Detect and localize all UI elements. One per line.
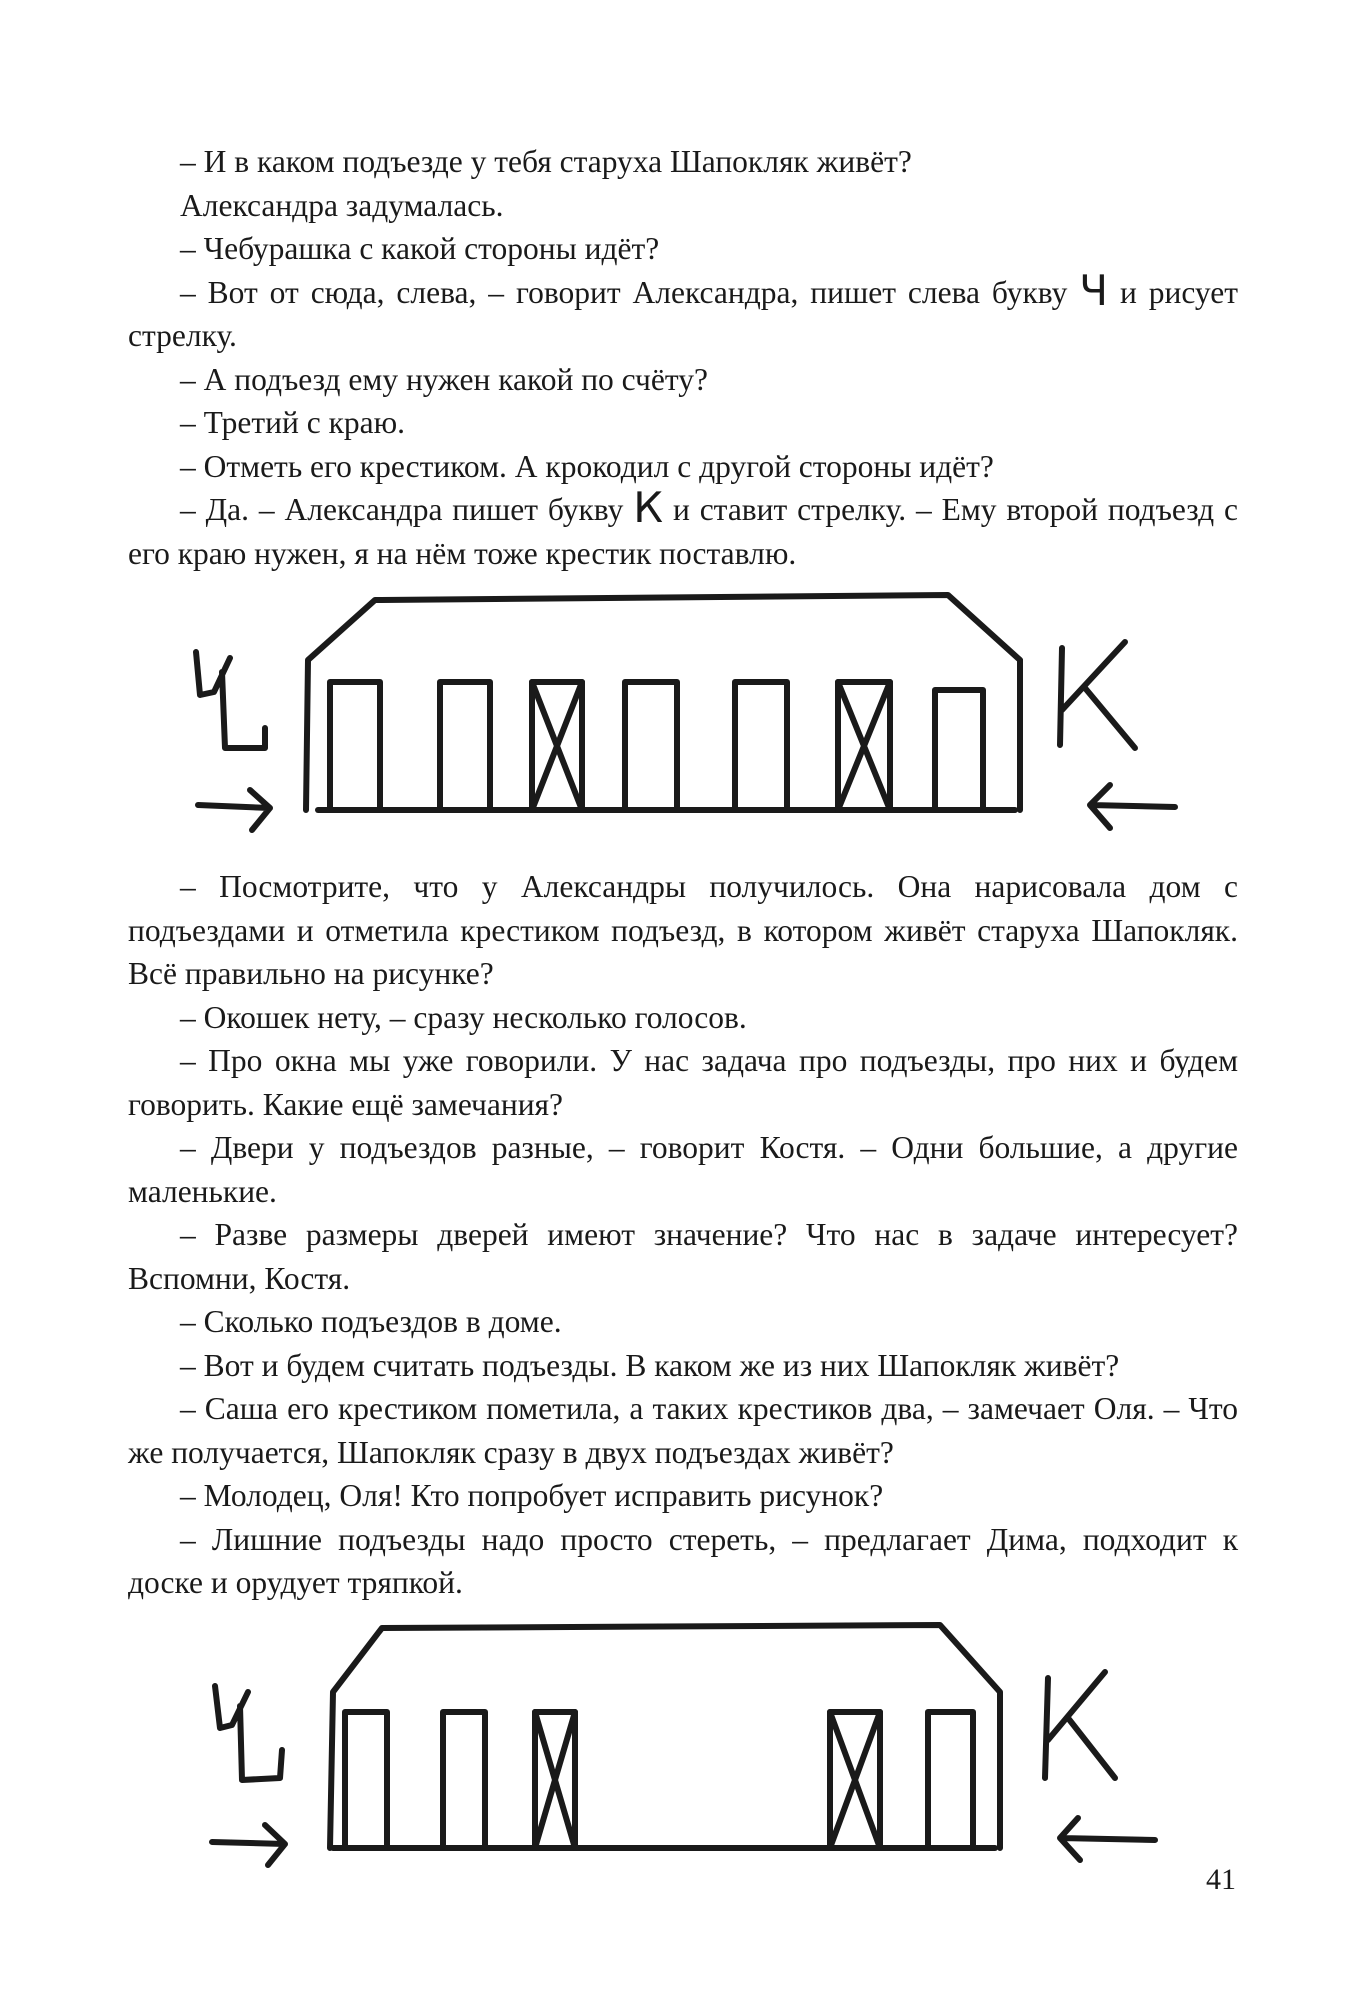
paragraph: – Лишние подъезды надо просто стереть, – предлагает Дима, подходит к доске и орудует тряпкой. (128, 1521, 1238, 1600)
house-outline (306, 595, 1020, 810)
cheburashka-letter-drawing (215, 1686, 282, 1780)
paragraph: – Окошек нету, – сразу несколько голосов. (180, 999, 747, 1035)
paragraph: – Разве размеры дверей имеют значение? Что нас в задаче интересует? Вспомни, Костя. (128, 1217, 1238, 1296)
paragraph: – Саша его крестиком пометила, а таких крестиков два, – замечает Оля. – Что же получается, Шапокляк сразу в двух подъездах живёт? (128, 1391, 1238, 1470)
text-run: – Вот от сюда, слева, – говорит Александра, пишет слева букву (180, 274, 1080, 310)
right-arrow-drawing (1060, 1818, 1155, 1860)
door (345, 1712, 387, 1848)
house-drawing-five-entrances (0, 1610, 1366, 1890)
letter-k: К (633, 483, 664, 532)
text-run: и ставит стрелку. – Ему второй подъезд с его краю нужен, я на нём тоже крестик поставлю. (128, 492, 1238, 571)
cross-mark (838, 682, 890, 810)
door-marked-cross (535, 1712, 575, 1848)
text-block-bottom (128, 865, 1238, 1605)
cross-mark (532, 682, 582, 810)
paragraph: – Сколько подъездов в доме. (180, 1304, 562, 1339)
paragraph: – Отметь его крестиком. А крокодил с другой стороны идёт? (180, 448, 994, 484)
doors-group (330, 682, 983, 810)
left-arrow-drawing (212, 1825, 285, 1865)
door (735, 682, 787, 810)
door (443, 1712, 485, 1848)
right-arrow-drawing (1090, 785, 1175, 828)
letter-ch: Ч (1079, 265, 1109, 315)
crocodile-letter-drawing (1045, 1672, 1115, 1778)
paragraph (128, 483, 1238, 575)
crocodile-letter-drawing (1060, 642, 1135, 748)
paragraph: – Посмотрите, что у Александры получилось. Она нарисовала дом с подъездами и отметила крестиком подъезд, в котором живёт старуха Шапокляк. Всё правильно на рисунке? (128, 869, 1238, 991)
door (928, 1712, 973, 1848)
paragraph: – Молодец, Оля! Кто попробует исправить рисунок? (180, 1478, 884, 1513)
door-marked-cross (532, 682, 582, 810)
cheburashka-letter-drawing (196, 652, 265, 748)
doors-group (345, 1712, 973, 1848)
page-number: 41 (1206, 1863, 1236, 1896)
door (935, 690, 983, 810)
paragraph: – А подъезд ему нужен какой по счёту? (180, 361, 708, 397)
paragraph: – Чебурашка с какой стороны идёт? (180, 231, 660, 266)
text-block-top (128, 140, 1238, 575)
house-outline (330, 1625, 1000, 1848)
text-run: – Да. – Александра пишет букву (180, 492, 634, 527)
left-arrow-drawing (198, 790, 270, 830)
paragraph: – Вот и будем считать подъезды. В каком же из них Шапокляк живёт? (180, 1347, 1120, 1383)
door (440, 682, 490, 810)
cross-mark (535, 1712, 575, 1848)
paragraph: – Двери у подъездов разные, – говорит Костя. – Одни большие, а другие маленькие. (128, 1130, 1238, 1209)
door (330, 682, 380, 810)
door-marked-cross (830, 1712, 880, 1848)
paragraph: Александра задумалась. (180, 187, 504, 223)
paragraph: – Про окна мы уже говорили. У нас задача про подъезды, про них и будем говорить. Какие ещё замечания? (128, 1043, 1238, 1122)
paragraph: – Третий с краю. (180, 405, 406, 440)
cross-mark (830, 1712, 880, 1848)
door (625, 682, 677, 810)
paragraph (128, 265, 1238, 358)
door-marked-cross (838, 682, 890, 810)
text-run: и рисует стрелку. (128, 274, 1238, 353)
paragraph: – И в каком подъезде у тебя старуха Шапокляк живёт? (180, 144, 912, 179)
house-drawing-seven-entrances (0, 580, 1366, 855)
